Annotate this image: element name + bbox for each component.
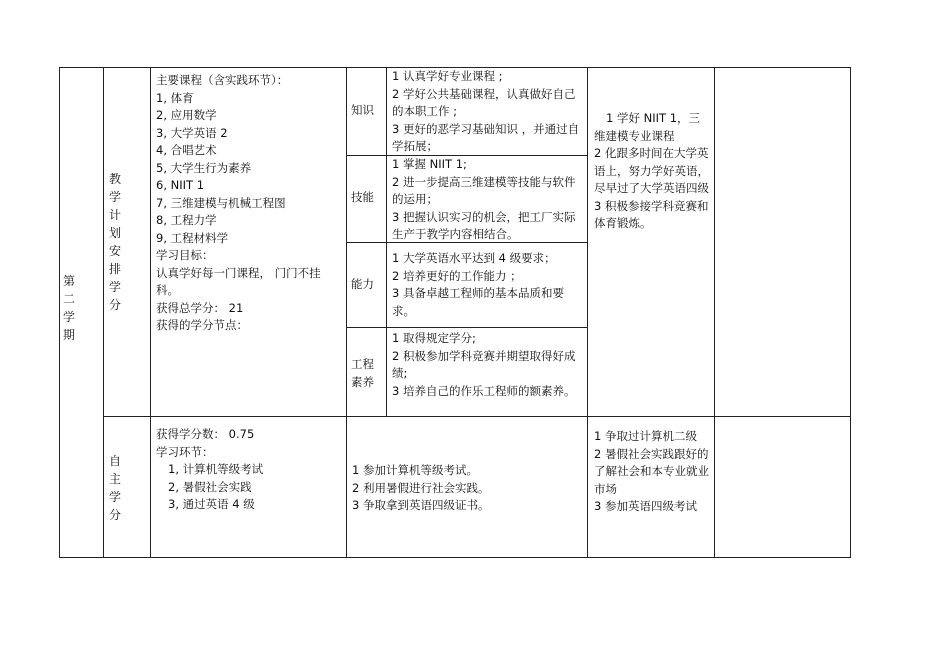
list-item: 1 认真学好专业课程 ; <box>392 69 503 83</box>
list-item: 1 掌握 NIIT 1; <box>392 157 467 171</box>
teaching-plan-content <box>156 72 341 335</box>
list-item: 3 参加英语四级考试 <box>594 499 697 513</box>
list-item: 2 暑假社会实践跟好的了解社会和本专业就业市场 <box>594 446 709 496</box>
list-item: 2 化跟多时间在大学英语上，努力学好英语，尽早过了大学英语四级 <box>594 146 709 195</box>
list-item: 3 争取拿到英语四级证书。 <box>352 498 490 512</box>
list-item: 2 培养更好的工作能力 ； <box>392 268 522 283</box>
list-item: 2 进一步提高三维建模等技能与软件的运用； <box>392 174 576 206</box>
list-item: 3 具备卓越工程师的基本品质和要求。 <box>392 286 564 318</box>
self-credits-value: 获得学分数： 0.75 <box>156 427 255 441</box>
table-border-right <box>850 67 851 558</box>
courses-heading: 主要课程（含实践环节）： <box>156 73 289 87</box>
list-item: 3 培养自己的作乐工程师的额素养。 <box>392 383 576 398</box>
section-divider <box>103 416 850 417</box>
list-item: 1 大学英语水平达到 4 级要求； <box>392 251 556 265</box>
course-item: 5, 大学生行为素养 <box>156 160 252 175</box>
teaching-plan-result <box>594 110 711 233</box>
column-divider <box>103 67 104 558</box>
column-divider <box>150 67 151 558</box>
section-label-self-credits: 自主学分 <box>108 454 121 522</box>
list-item: 2 利用暑假进行社会实践。 <box>352 480 490 495</box>
column-divider <box>587 67 588 558</box>
table-border-left <box>59 67 60 558</box>
column-divider <box>346 67 347 558</box>
self-credits-content <box>156 426 341 514</box>
column-divider <box>386 67 387 417</box>
credit-nodes: 获得的学分节点： <box>156 318 248 332</box>
self-credits-result <box>594 428 710 516</box>
category-divider <box>346 327 587 328</box>
category-label-knowledge: 知识 <box>351 103 374 117</box>
list-item: 3 更好的恶学习基础知识 ，并通过自学拓展； <box>392 121 580 153</box>
list-item: 1 参加计算机等级考试。 <box>352 463 478 477</box>
goal-label: 学习目标： <box>156 248 214 262</box>
category-items-knowledge <box>392 68 583 156</box>
course-item: 7, 三维建模与机械工程图 <box>156 195 286 210</box>
steps-label: 学习环节： <box>156 444 214 459</box>
list-item: 3 积极参接学科竞赛和体育锻炼。 <box>594 198 709 230</box>
total-credits: 获得总学分： 21 <box>156 300 244 315</box>
list-item: 3 把握认识实习的机会，把工厂实际生产于教学内容相结合。 <box>392 209 576 241</box>
category-label-skills: 技能 <box>351 190 374 204</box>
list-item: 1 取得规定学分; <box>392 331 476 345</box>
section-label-teaching-plan: 教学计划安排学分 <box>108 172 121 312</box>
course-item: 6, NIIT 1 <box>156 178 205 192</box>
step-item: 2, 暑假社会实践 <box>168 479 252 494</box>
course-item: 1, 体育 <box>156 90 194 105</box>
column-divider <box>714 67 715 558</box>
category-label-engineering: 工程素养 <box>351 357 374 389</box>
course-item: 9, 工程材料学 <box>156 230 229 245</box>
goal-text: 认真学好每一门课程， 门门不挂科。 <box>156 265 321 297</box>
list-item: 1 争取过计算机二级 <box>594 429 697 443</box>
category-label-ability: 能力 <box>351 277 374 291</box>
list-item: 2 积极参加学科竞赛并期望取得好成绩; <box>392 348 576 380</box>
category-items-skills <box>392 156 583 244</box>
category-items-ability <box>392 250 583 320</box>
self-credits-plans <box>352 462 584 515</box>
course-item: 3, 大学英语 2 <box>156 125 228 140</box>
semester-label: 第二学期 <box>62 274 75 342</box>
course-item: 8, 工程力学 <box>156 213 217 227</box>
course-item: 2, 应用数学 <box>156 108 217 122</box>
category-items-engineering <box>392 330 583 400</box>
step-item: 3, 通过英语 4 级 <box>168 497 255 511</box>
list-item: 2 学好公共基础课程，认真做好自己的本职工作 ; <box>392 86 576 118</box>
list-item: 1 学好 NIIT 1，三维建模专业课程 <box>594 111 701 143</box>
table-border-bottom <box>59 557 850 558</box>
course-item: 4, 合唱艺术 <box>156 143 217 157</box>
step-item: 1, 计算机等级考试 <box>168 462 264 476</box>
